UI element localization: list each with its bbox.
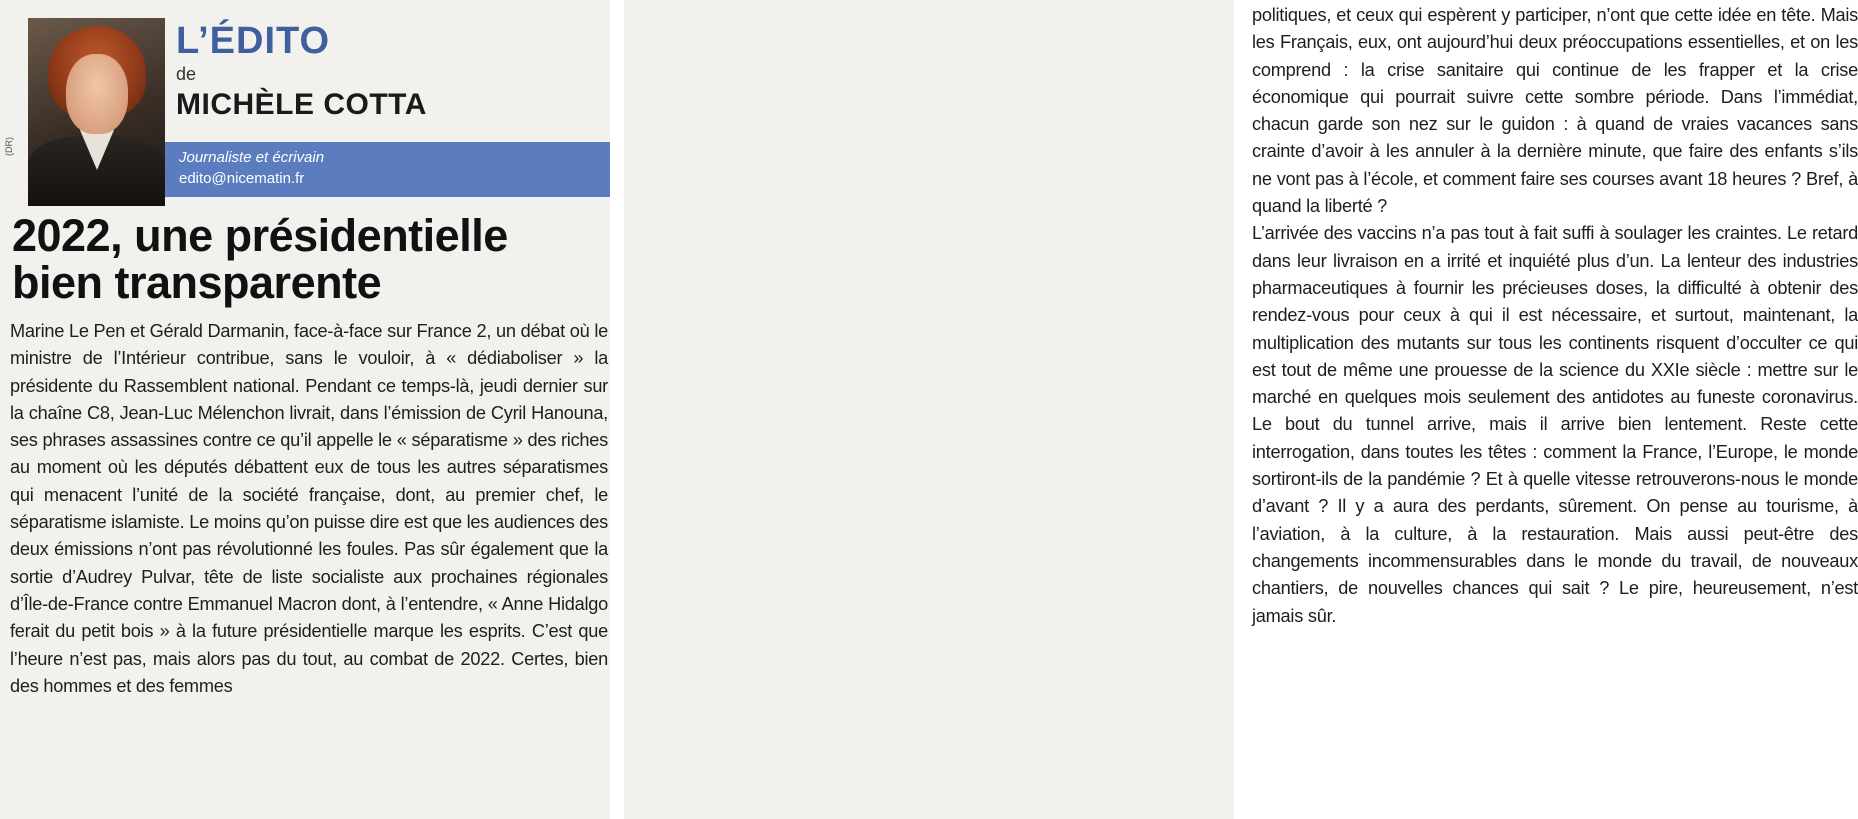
author-email: edito@nicematin.fr	[179, 170, 305, 187]
right-column	[624, 0, 1858, 819]
byline-de: de	[176, 64, 197, 84]
author-bio-box	[165, 142, 610, 197]
left-column	[0, 0, 610, 819]
author-name: MICHÈLE COTTA	[176, 88, 427, 121]
article-headline: 2022, une présidentielle bien transparente	[12, 210, 508, 308]
article-body-right: politiques, et ceux qui espèrent y participer, n’ont que cette idée en tête. Mais les Français, eux, ont aujourd’hui deux préoccupations essentielles, et on les comprend : la crise sanitaire qui continue de les frapper et la crise économique qui pourrait suivre cette sombre période. Dans l’immédiat, chacun garde son nez sur le guidon : à quand de vraies vacances sans crainte d’avoir à les annuler à la dernière minute, que faire des enfants s’ils ne vont pas à l’école, et comment faire ses courses avant 18 heures ? Bref, à quand la liberté ? L’arrivée des vaccins n’a pas tout à fait suffi à soulager les craintes. Le retard dans leur livraison en a irrité et inquiété plus d’un. La lenteur des industries pharmaceutiques à fournir les précieuses doses, la difficulté à obtenir des rendez-vous pour ceux à qui il est nécessaire, et surtout, maintenant, la multiplication des mutants sur tous les continents risquent d’occulter ce qui est tout de même une prouesse de la science du XXIe siècle : mettre sur le marché en quelques mois seulement des antidotes au funeste coronavirus. Le bout du tunnel arrive, mais il arrive bien lentement. Reste cette interrogation, dans toutes les têtes : comment la France, l’Europe, le monde sortiront-ils de la pandémie ? Et à quelle vitesse retrouverons-nous le monde d’avant ? Il y a aura des perdants, sûrement. On pense au tourisme, à l’aviation, à la culture, à la restauration. Mais aussi peut-être des changements incommensurables dans le monde du travail, de nouveaux chantiers, de nouvelles chances qui sait ? Le pire, heureusement, n’est jamais sûr.	[1252, 5, 1858, 626]
section-kicker: L’ÉDITO	[176, 20, 331, 62]
portrait-face	[66, 54, 128, 134]
author-role: Journaliste et écrivain	[179, 149, 325, 166]
author-portrait	[28, 18, 165, 197]
article-body-left: Marine Le Pen et Gérald Darmanin, face-à-face sur France 2, un débat où le ministre de l’Intérieur contribue, sans le vouloir, à « dédiaboliser » la présidente du Rassemblent national. Pendant ce temps-là, jeudi dernier sur la chaîne C8, Jean-Luc Mélenchon livrait, dans l’émission de Cyril Hanouna, ses phrases assassines contre ce qu’il appelle le « séparatisme » des riches au moment où les députés débattent eux de tous les autres séparatismes qui menacent l’unité de la société française, dont, au premier chef, le séparatisme islamiste. Le moins qu’on puisse dire est que les audiences des deux émissions n’ont pas révolutionné les foules. Pas sûr également que la sortie d’Audrey Pulvar, tête de liste socialiste aux prochaines régionales d’Île-de-France contre Emmanuel Macron dont, à l’entendre, « Anne Hidalgo ferait du petit bois » à la future présidentielle marque les esprits. C’est que l’heure n’est pas, mais alors pas du tout, au combat de 2022. Certes, bien des hommes et des femmes	[10, 321, 608, 696]
photo-credit: (DR)	[4, 137, 14, 156]
